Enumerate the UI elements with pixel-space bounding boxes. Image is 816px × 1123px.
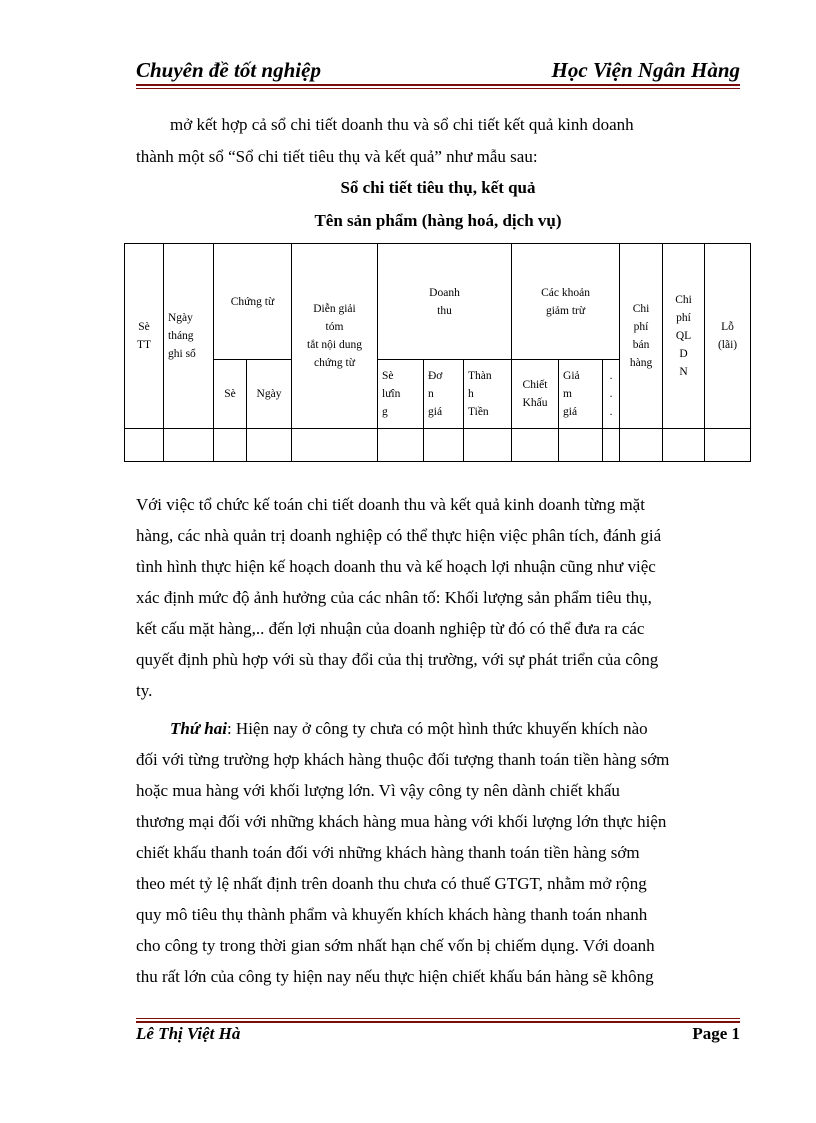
table-cell [214,429,247,462]
table-cell [125,429,164,462]
col-chi-phi-qldn: Chi phí QL D N [663,244,705,429]
paragraph-2-line-1 [136,714,740,744]
paragraph-2-line-7: quy mô tiêu thụ thành phẩm và khuyến khích khách hàng thanh toán nhanh [136,905,648,924]
subcol-giam-gia: Giả m giá [559,360,603,429]
table-header-row [125,244,751,360]
col-dien-giai: Diễn giải tóm tắt nội dung chứng từ [292,244,378,429]
page-header [136,56,740,86]
table-cell [559,429,603,462]
table-cell [663,429,705,462]
col-giam-tru: Các khoản giảm trừ [512,244,620,360]
intro-line-1: mở kết hợp cả sổ chi tiết doanh thu và sổ chi tiết kết quả kinh doanh [170,115,634,134]
footer-author: Lê Thị Việt Hà [136,1024,241,1043]
intro-line-2: thành một sổ “Sổ chi tiết tiêu thụ và kết quả” như mẫu sau: [136,147,538,166]
paragraph-2-line-9: thu rất lớn của công ty hiện nay nếu thực hiện chiết khấu bán hàng sẽ không [136,967,654,986]
subcol-ngay: Ngày [247,360,292,429]
paragraph-1-line-7: ty. [136,681,153,700]
paragraph-1-line-6: quyết định phù hợp với sù thay đổi của thị trường, với sự phát triển của công [136,650,659,669]
paragraph-2-line-3: hoặc mua hàng với khối lượng lớn. Vì vậy công ty nên dành chiết khấu [136,781,620,800]
subcol-dots: . . . [603,360,620,429]
footer-rule [136,1021,740,1023]
paragraph-1-line-5: kết cấu mặt hàng,.. đến lợi nhuận của doanh nghiệp từ đó có thể đưa ra các [136,619,645,638]
header-rule [136,84,740,86]
paragraph-2-line-8: cho công ty trong thời gian sớm nhất hạn chế vốn bị chiếm dụng. Với doanh [136,936,655,955]
table-cell [620,429,663,462]
table-cell [603,429,620,462]
subcol-don-gia: Đơ n giá [424,360,464,429]
paragraph-2-line-4: thương mại đối với những khách hàng mua hàng với khối lượng lớn thực hiện [136,812,667,831]
col-stt: Sè TT [125,244,164,429]
subcol-thanh-tien: Thàn h Tiền [464,360,512,429]
paragraph-1-line-1: Với việc tổ chức kế toán chi tiết doanh thu và kết quả kinh doanh từng mặt [136,495,645,514]
paragraph-2-line-5: chiết khấu thanh toán đối với những khách hàng thanh toán tiền hàng sớm [136,843,640,862]
paragraph-1-line-3: tình hình thực hiện kế hoạch doanh thu và kế hoạch lợi nhuận cũng như việc [136,557,656,576]
table-cell [464,429,512,462]
form-subtitle: Tên sản phẩm (hàng hoá, dịch vụ) [314,211,562,230]
header-left-text: Chuyên đề tốt nghiệp [136,58,321,82]
table-cell [164,429,214,462]
col-lo-lai: Lỗ (lãi) [705,244,751,429]
footer-rule-thin [136,1018,740,1019]
subcol-so: Sè [214,360,247,429]
paragraph-2-line-2: đối với từng trường hợp khách hàng thuộc đối tượng thanh toán tiền hàng sớm [136,750,670,769]
form-title: Sổ chi tiết tiêu thụ, kết quả [340,178,536,197]
table-cell [512,429,559,462]
table-cell [378,429,424,462]
paragraph-1-line-2: hàng, các nhà quản trị doanh nghiệp có thể thực hiện việc phân tích, đánh giá [136,526,662,545]
table-cell [705,429,751,462]
col-doanh-thu: Doanh thu [378,244,512,360]
paragraph-2-line-6: theo mét tỷ lệ nhất định trên doanh thu chưa có thuế GTGT, nhằm mở rộng [136,874,647,893]
col-chung-tu: Chứng từ [214,244,292,360]
paragraph-1-line-4: xác định mức độ ảnh hưởng của các nhân tố: Khối lượng sản phẩm tiêu thụ, [136,588,652,607]
page-number: Page 1 [692,1024,740,1043]
header-right-text: Học Viện Ngân Hàng [551,58,740,82]
subcol-so-luong: Sè lưîn g [378,360,424,429]
table-cell [292,429,378,462]
paragraph-2-first-text: : Hiện nay ở công ty chưa có một hình thức khuyến khích nào [226,719,648,738]
col-ngay-thang: Ngày tháng ghi sổ [164,244,214,429]
ledger-table [124,243,751,462]
col-chi-phi-ban-hang: Chi phí bán hàng [620,244,663,429]
lead-term: Thứ hai [170,719,227,738]
table-cell [247,429,292,462]
page-footer [136,1024,740,1050]
table-cell [424,429,464,462]
table-row [125,429,751,462]
header-rule-thin [136,88,740,89]
subcol-chiet-khau: Chiết Khấu [512,360,559,429]
